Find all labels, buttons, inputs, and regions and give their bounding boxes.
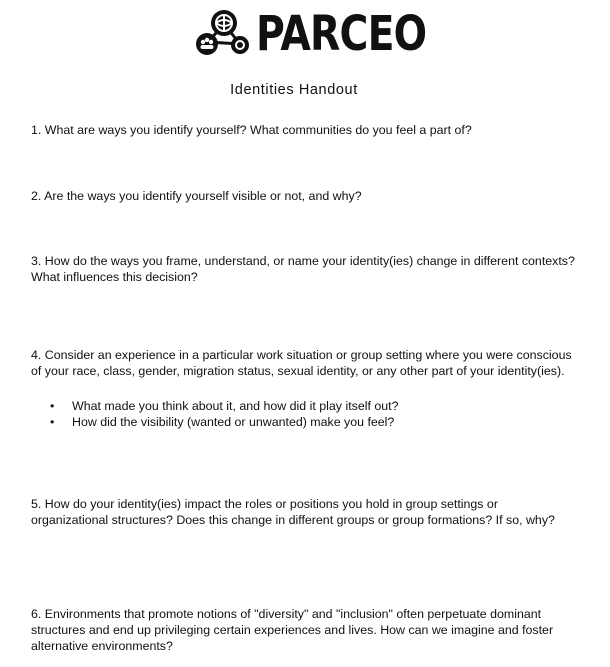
bullet-icon: • [50,415,55,429]
question-4-bullet-list [46,398,566,430]
question-6: 6. Environments that promote notions of "diversity" and "inclusion" often perpetuate dominant structures and end up privileging certain experiences and lives. How can we imagine and foster alternative environments? [31,607,554,653]
logo-wordmark: PARCEO [256,6,427,62]
question-2: 2. Are the ways you identify yourself visible or not, and why? [31,189,362,203]
page-title: Identities Handout [230,82,358,98]
question-5: 5. How do your identity(ies) impact the roles or positions you hold in group settings or organizational structures? Does this change in different groups or group formations? If so, why? [31,497,555,527]
bullet-icon: • [50,399,55,413]
question-4: 4. Consider an experience in a particular work situation or group setting where you were conscious of your race, class, gender, migration status, sexual identity, or any other part of your identity(ies). [31,348,572,378]
list-item [46,398,566,414]
bullet-text: What made you think about it, and how did it play itself out? [72,399,399,413]
network-nodes-icon [194,8,252,60]
list-item [46,414,566,430]
header-logo [0,8,610,60]
question-3: 3. How do the ways you frame, understand, or name your identity(ies) change in different contexts? What influences this decision? [31,254,575,284]
bullet-text: How did the visibility (wanted or unwanted) make you feel? [72,415,395,429]
question-1: 1. What are ways you identify yourself? What communities do you feel a part of? [31,123,472,137]
